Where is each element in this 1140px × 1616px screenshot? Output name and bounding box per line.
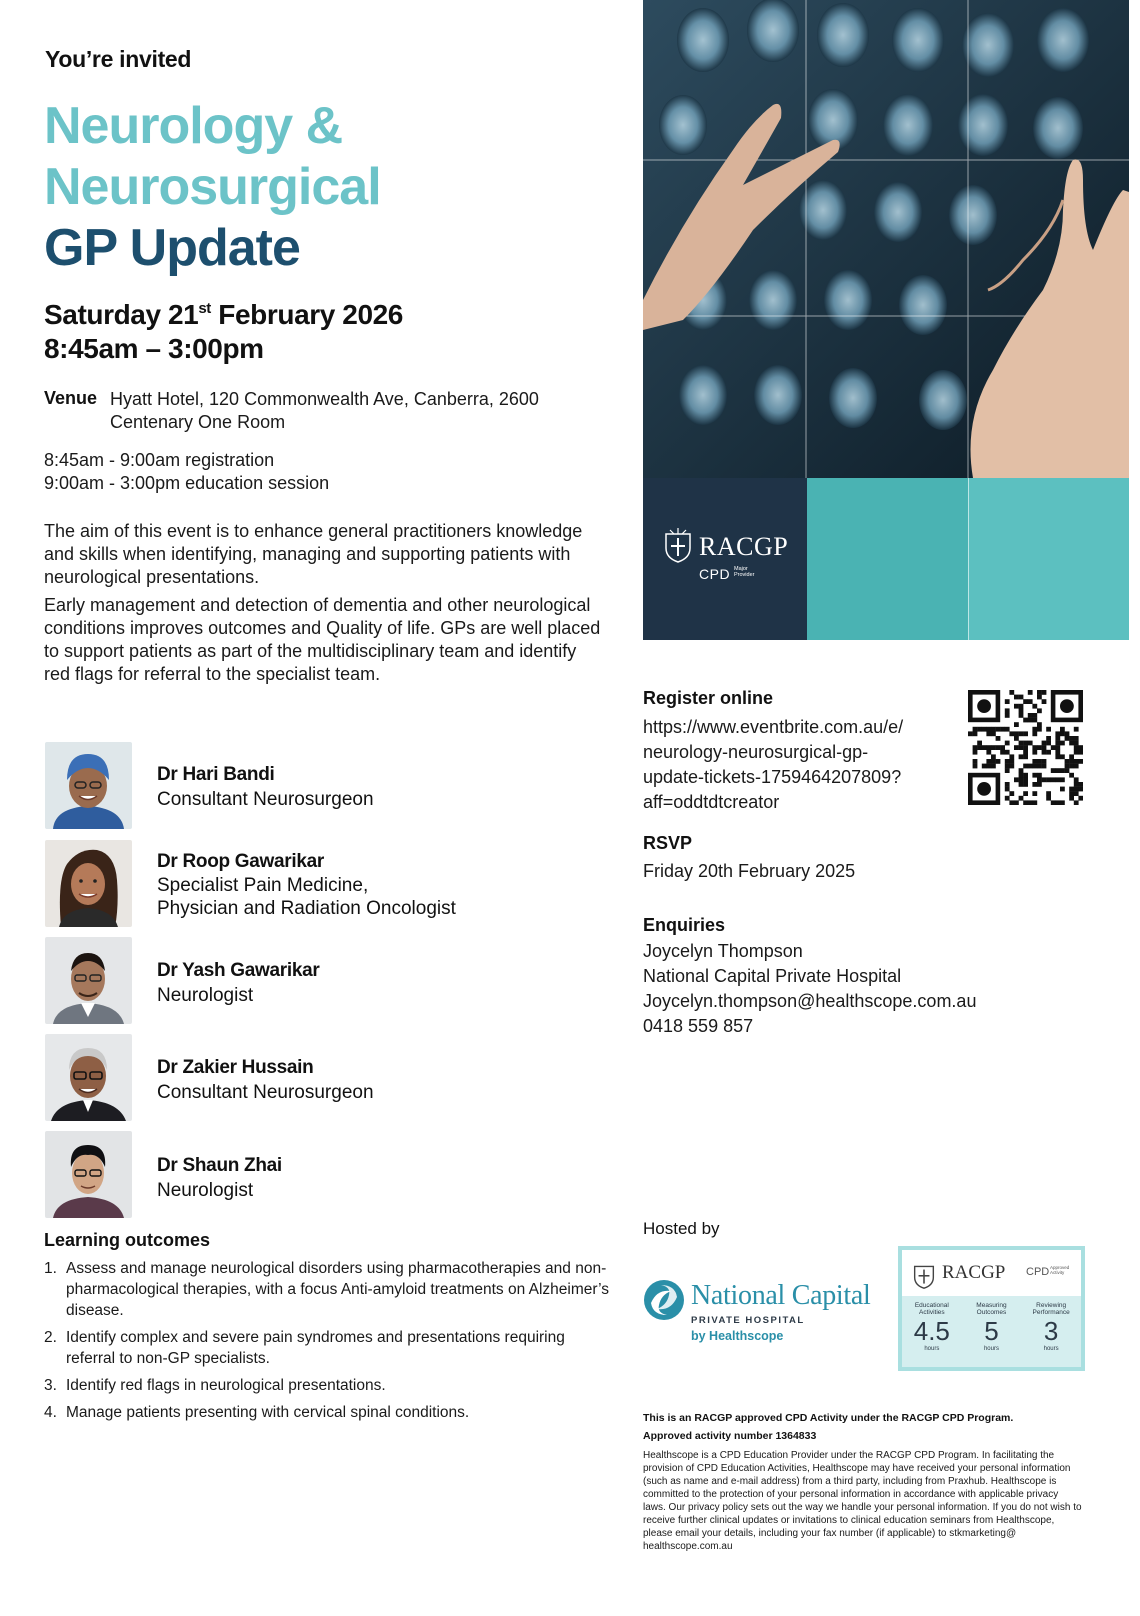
- register-url-line[interactable]: update-tickets-1759464207809?: [643, 767, 902, 787]
- venue-address: [110, 388, 539, 434]
- racgp-cpd: CPD: [699, 566, 731, 582]
- speaker-name: Dr Hari Bandi: [157, 764, 275, 785]
- racgp-provider: Provider: [734, 572, 755, 578]
- speaker-name: Dr Yash Gawarikar: [157, 960, 320, 981]
- cpd-col-label-1: Measuring: [976, 1302, 1007, 1309]
- racgp-crest-icon: [660, 526, 696, 569]
- list-text: Identify complex and severe pain syndromes and presentations requiring referral to non-GP specialists.: [66, 1329, 565, 1367]
- speaker-role: Neurologist: [157, 985, 254, 1006]
- host-by: by Healthscope: [691, 1329, 784, 1343]
- cpd-col-label-2: Performance: [1032, 1309, 1070, 1316]
- teal-tile: [807, 478, 968, 640]
- register-link[interactable]: [643, 715, 903, 815]
- learning-outcome-item: [44, 1258, 614, 1321]
- event-title: [44, 96, 381, 279]
- cpd-col-educational: [904, 1302, 960, 1352]
- cpd-col-label-2: Activities: [919, 1309, 945, 1316]
- description-paragraph-2: Early management and detection of dementia and other neurological conditions improves outcomes and Quality of life. GPs are well placed to support patients as part of the multidisciplinary team and identify red flags for referral to the specialist team.: [44, 595, 601, 684]
- national-capital-swirl-icon: [643, 1279, 685, 1326]
- event-date-suffix: st: [198, 300, 211, 317]
- register-url-line[interactable]: https://www.eventbrite.com.au/e/: [643, 717, 904, 737]
- title-line-2: Neurosurgical: [44, 158, 381, 216]
- host-subtitle: PRIVATE HOSPITAL: [691, 1315, 805, 1326]
- learning-outcomes-title: Learning outcomes: [44, 1230, 211, 1250]
- cpd-col-label-1: Reviewing: [1036, 1302, 1067, 1309]
- cpd-col-label-1: Educational: [914, 1302, 949, 1309]
- qr-code[interactable]: [968, 690, 1083, 805]
- cpd-col-value: 4.5: [913, 1316, 950, 1346]
- learning-outcome-item: [44, 1402, 614, 1423]
- title-line-3: GP Update: [44, 219, 300, 277]
- speaker-role: Consultant Neurosurgeon: [157, 789, 374, 810]
- cpd-approved-badge: [898, 1246, 1085, 1371]
- cpd-col-label: [963, 1302, 1019, 1316]
- speaker-name: Dr Shaun Zhai: [157, 1155, 282, 1176]
- enquiries-heading: Enquiries: [643, 915, 726, 935]
- event-datetime: [44, 298, 403, 366]
- cpd-col-value: 3: [1043, 1316, 1059, 1346]
- event-date-day: Saturday 21: [44, 299, 199, 330]
- tile-divider: [968, 478, 969, 640]
- cpd-col-label-2: Outcomes: [976, 1309, 1007, 1316]
- racgp-wordmark: RACGP: [699, 532, 789, 561]
- event-date: [44, 298, 403, 332]
- list-text: Assess and manage neurological disorders using pharmacotherapies and non-pharmacological therapies, with a focus Anti-amyloid treatments on Alzheimer’s disease.: [66, 1260, 610, 1319]
- hero-image-brain-scans: [643, 0, 1129, 478]
- cpd-activity-text: Activity: [1050, 1270, 1065, 1275]
- speaker-role: Neurologist: [157, 1180, 254, 1201]
- list-number: 3.: [44, 1377, 57, 1394]
- register-url-line[interactable]: neurology-neurosurgical-gp-: [643, 742, 869, 762]
- title-line-1: Neurology &: [44, 97, 343, 155]
- contact-phone[interactable]: 0418 559 857: [643, 1016, 754, 1036]
- speaker-photo-roop-gawarikar: [45, 840, 132, 927]
- cpd-col-measuring: [963, 1302, 1019, 1352]
- speaker-photo-zakier-hussain: [45, 1034, 132, 1121]
- contact-organisation: National Capital Private Hospital: [643, 966, 902, 986]
- rsvp-date: Friday 20th February 2025: [643, 861, 856, 881]
- privacy-notice: Healthscope is a CPD Education Provider under the RACGP CPD Program. In facilitating the provision of CPD Education Activities, Healthscope may have received your personal information (such as name and e-mail address) from a third party, including from Praxhub. Healthscope is committed to the protection of your personal information in accordance with applicable privacy laws. Our privacy policy sets out the way we handle your personal information. If you do not wish to receive further clinical updates or invitations to clinical education seminars from Healthscope, please email your details, including your fax number (if applicable) to stkmarketing@ healthscope.com.au: [643, 1450, 1082, 1552]
- hosted-by-label: Hosted by: [643, 1219, 720, 1238]
- cpd-col-label: [904, 1302, 960, 1316]
- list-text: Manage patients presenting with cervical spinal conditions.: [66, 1404, 470, 1421]
- contact-name: Joycelyn Thompson: [643, 941, 803, 961]
- learning-outcome-item: [44, 1327, 614, 1369]
- list-number: 1.: [44, 1260, 57, 1277]
- cpd-col-unit: hours: [1043, 1346, 1059, 1352]
- learning-outcomes-list: [44, 1258, 614, 1429]
- cpd-activity-number: Approved activity number 1364833: [643, 1430, 817, 1442]
- speaker-photo-shaun-zhai: [45, 1131, 132, 1218]
- cpd-col-unit: hours: [924, 1346, 940, 1352]
- speaker-role: Specialist Pain Medicine,: [157, 875, 369, 896]
- speaker-photo-hari-bandi: [45, 742, 132, 829]
- cpd-col-value: 5: [984, 1316, 999, 1346]
- host-name: National Capital: [691, 1280, 871, 1311]
- rsvp-heading: RSVP: [643, 833, 693, 853]
- speaker-name: Dr Zakier Hussain: [157, 1057, 314, 1078]
- racgp-crest-icon: [910, 1260, 938, 1295]
- cpd-badge-racgp: RACGP: [942, 1262, 1006, 1283]
- contact-email[interactable]: Joycelyn.thompson@healthscope.com.au: [643, 991, 977, 1011]
- speaker-photo-yash-gawarikar: [45, 937, 132, 1024]
- event-date-month: February 2026: [210, 299, 403, 330]
- racgp-major: Major: [734, 566, 748, 572]
- list-number: 4.: [44, 1404, 57, 1421]
- cpd-col-label: [1023, 1302, 1079, 1316]
- venue-line-2: Centenary One Room: [110, 412, 286, 432]
- invite-label: You’re invited: [45, 46, 192, 72]
- cpd-badge-approved: [1050, 1265, 1069, 1275]
- list-text: Identify red flags in neurological presentations.: [66, 1377, 386, 1394]
- description-paragraph-1: The aim of this event is to enhance general practitioners knowledge and skills when identifying, managing and supporting patients with neurological presentations.: [44, 521, 583, 587]
- racgp-major-provider: [734, 566, 754, 578]
- cpd-statement: This is an RACGP approved CPD Activity under the RACGP CPD Program.: [643, 1412, 1014, 1424]
- speaker-role-line-2: Physician and Radiation Oncologist: [157, 898, 456, 919]
- venue-label: Venue: [44, 388, 98, 408]
- venue-line-1: Hyatt Hotel, 120 Commonwealth Ave, Canberra, 2600: [110, 389, 539, 409]
- event-time: 8:45am – 3:00pm: [44, 333, 264, 364]
- learning-outcome-item: [44, 1375, 614, 1396]
- enquiries-details: [643, 939, 976, 1039]
- cpd-col-reviewing: [1023, 1302, 1079, 1352]
- teal-tile-light: [968, 478, 1129, 640]
- list-number: 2.: [44, 1329, 57, 1346]
- schedule-session: 9:00am - 3:00pm education session: [44, 473, 330, 493]
- cpd-approved-text: Approved: [1050, 1265, 1070, 1270]
- register-heading: Register online: [643, 688, 774, 708]
- register-url-line[interactable]: aff=oddtdtcreator: [643, 792, 780, 812]
- cpd-hours: [902, 1302, 1081, 1352]
- speaker-name: Dr Roop Gawarikar: [157, 851, 325, 872]
- schedule: [44, 449, 329, 495]
- cpd-col-unit: hours: [983, 1346, 999, 1352]
- cpd-badge-cpd: CPD: [1026, 1266, 1050, 1278]
- speaker-role: Consultant Neurosurgeon: [157, 1082, 374, 1103]
- schedule-registration: 8:45am - 9:00am registration: [44, 450, 275, 470]
